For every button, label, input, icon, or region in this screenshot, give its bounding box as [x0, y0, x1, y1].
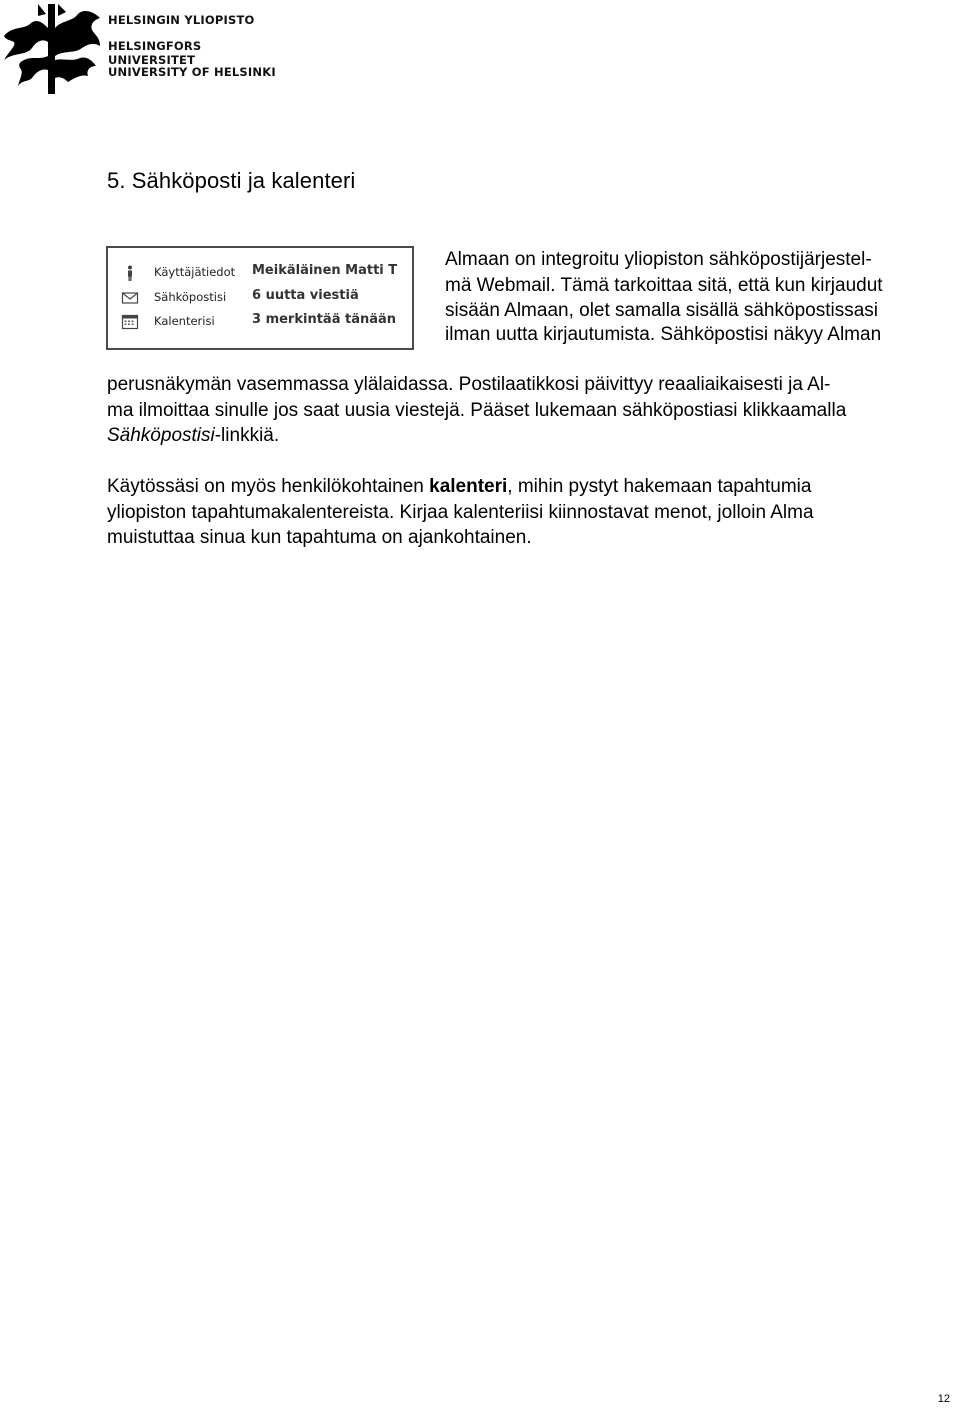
- flame-logo-icon: [2, 2, 102, 97]
- widget-value-calendar: 3 merkintää tänään: [252, 312, 397, 327]
- widget-label-calendar: Kalenterisi: [154, 314, 215, 328]
- envelope-icon: [121, 290, 139, 306]
- widget-value-email: 6 uutta viestiä: [252, 288, 359, 303]
- paragraph-email: [107, 372, 957, 449]
- widget-label-email: Sähköpostisi: [154, 290, 227, 304]
- email-link-reference: Sähköpostisi: [107, 425, 215, 446]
- paragraph-line: ma ilmoittaa sinulle jos saat uusia viestejä. Pääset lukemaan sähköpostiasi klikkaamalla: [107, 399, 847, 421]
- paragraph-line: mä Webmail. Tämä tarkoittaa sitä, että kun kirjaudut: [445, 274, 883, 296]
- page-number: 12: [937, 1393, 950, 1405]
- paragraph-calendar: [107, 474, 957, 551]
- paragraph-line: Almaan on integroitu yliopiston sähköpostijärjestel-: [445, 249, 872, 270]
- paragraph-line: [107, 423, 957, 449]
- widget-row-user[interactable]: [108, 262, 412, 284]
- alma-info-widget: [106, 246, 414, 350]
- widget-row-email[interactable]: [108, 287, 412, 309]
- university-name-fi: HELSINGIN YLIOPISTO: [108, 13, 255, 27]
- paragraph-line: sisään Almaan, olet samalla sisällä sähköpostissasi: [445, 300, 878, 321]
- calendar-term: kalenteri: [429, 476, 508, 497]
- paragraph-text: Käytössäsi on myös henkilökohtainen: [107, 476, 430, 497]
- paragraph-line: ilman uutta kirjautumista. Sähköpostisi näkyy Alman: [445, 324, 882, 345]
- person-icon: [121, 265, 139, 281]
- widget-row-calendar[interactable]: [108, 311, 412, 333]
- widget-value-user: Meikäläinen Matti T: [252, 263, 398, 278]
- paragraph-line: muistuttaa sinua kun tapahtuma on ajankohtainen.: [107, 527, 532, 548]
- university-name-sv: HELSINGFORS UNIVERSITET: [108, 39, 202, 67]
- paragraph-line: perusnäkymän vasemmassa ylälaidassa. Postilaatikkosi päivittyy reaaliaikaisesti ja Al-: [107, 374, 831, 395]
- paragraph-intro-end: [445, 322, 955, 348]
- university-logo: [0, 0, 290, 100]
- calendar-icon: [121, 314, 139, 330]
- paragraph-text: , mihin pystyt hakemaan tapahtumia: [507, 476, 812, 497]
- paragraph-text: -linkkiä.: [214, 425, 280, 446]
- university-name-en: UNIVERSITY OF HELSINKI: [108, 65, 276, 79]
- widget-label-user: Käyttäjätiedot: [154, 265, 236, 279]
- paragraph-line: yliopiston tapahtumakalentereista. Kirjaa kalenteriisi kiinnostavat menot, jolloin Alma: [107, 501, 814, 523]
- page-title: 5. Sähköposti ja kalenteri: [107, 168, 356, 193]
- paragraph-intro: [445, 247, 955, 324]
- paragraph-line: [107, 474, 957, 500]
